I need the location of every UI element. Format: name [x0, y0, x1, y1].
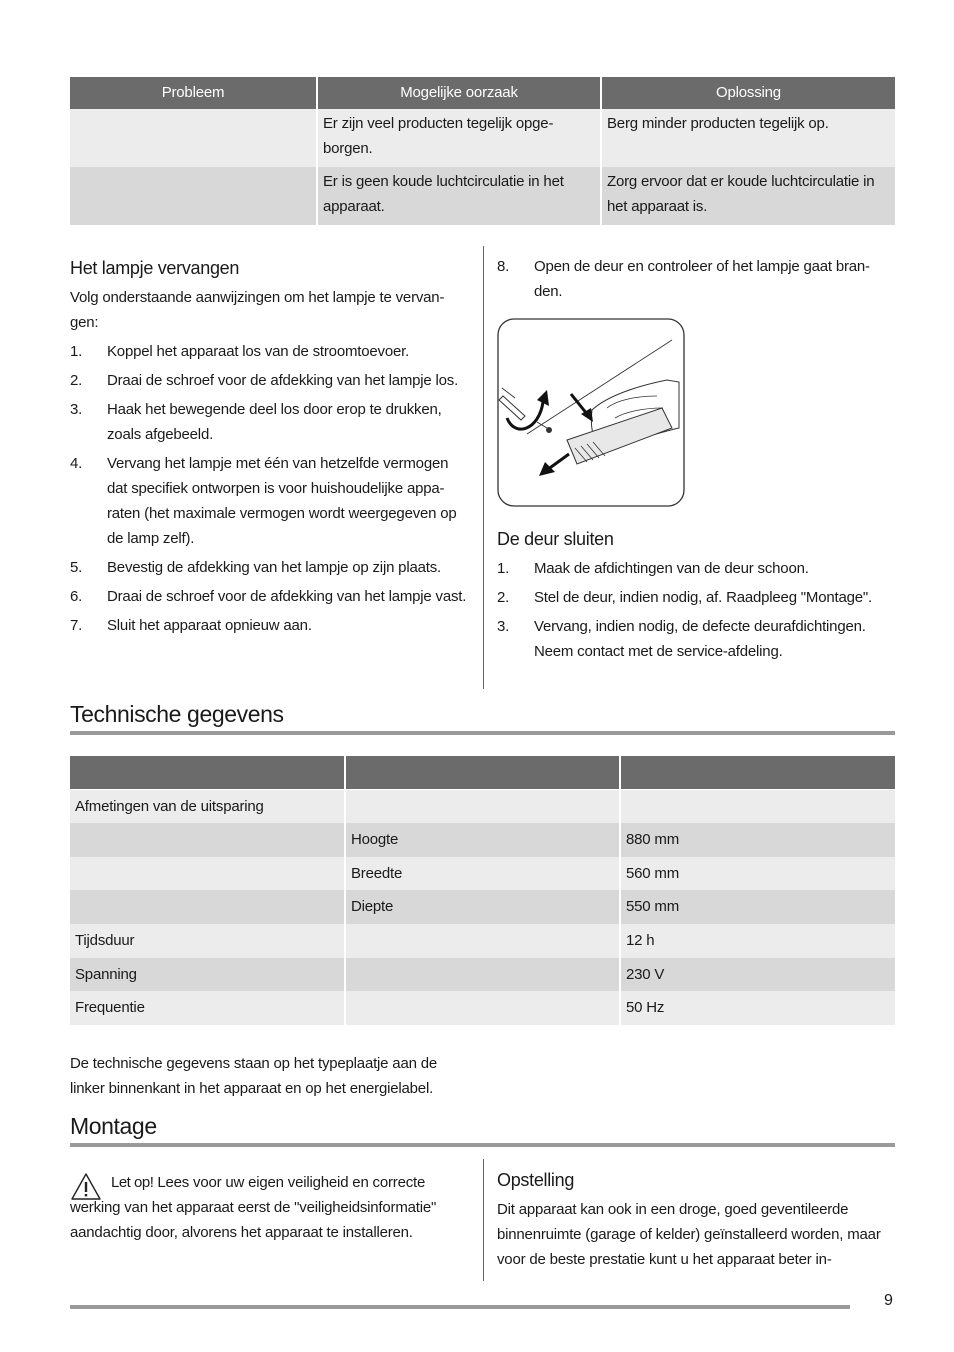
warning-label: Let op! [111, 1174, 154, 1191]
tech-cell: 550 mm [621, 890, 895, 924]
problem-table-header [70, 77, 895, 109]
header-probleem: Probleem [70, 77, 316, 109]
table-row [70, 991, 895, 1025]
list-item: 2. Draai de schroef voor de afdekking van het lampje los. [70, 372, 459, 389]
table-row [70, 109, 895, 167]
lamp-intro: Volg onderstaande aanwijzingen om het lampje te vervan-gen: [70, 289, 445, 331]
column-divider [483, 246, 484, 689]
tech-cell: Frequentie [70, 991, 344, 1025]
list-item: 8. Open de deur en controleer of het lampje gaat bran-den. [497, 258, 870, 300]
tech-header-cell [70, 756, 344, 789]
tech-cell [346, 790, 619, 824]
header-oorzaak: Mogelijke oorzaak [318, 77, 600, 109]
list-item: 4. Vervang het lampje met één van hetzelfde vermogen dat specifiek ontworpen is voor huishoudelijke appa-raten (het maximale vermogen wordt weergegeven op de lamp zelf). [70, 455, 457, 547]
tech-cell [70, 890, 344, 924]
cell-oorzaak: Er is geen koude luchtcirculatie in het apparaat. [318, 167, 600, 225]
table-row [70, 890, 895, 924]
tech-cell: Diepte [346, 890, 619, 924]
table-row [70, 823, 895, 857]
section-rule [70, 1143, 895, 1147]
tech-cell: 50 Hz [621, 991, 895, 1025]
header-oplossing: Oplossing [602, 77, 895, 109]
problem-table [70, 77, 895, 225]
opstelling-text: Dit apparaat kan ook in een droge, goed geventileerde binnenruimte (garage of kelder) geïnstalleerd worden, maar voor de beste prestatie kunt u het apparaat beter in- [497, 1201, 881, 1268]
tech-cell [70, 823, 344, 857]
right-column [497, 254, 892, 308]
footer-rule [70, 1305, 850, 1309]
tech-table-header [70, 756, 895, 790]
door-section [497, 527, 897, 668]
tech-cell [346, 991, 619, 1025]
tech-cell [346, 924, 619, 958]
tech-cell: Tijdsduur [70, 924, 344, 958]
opstelling-title: Opstelling [497, 1170, 575, 1190]
cell-oplossing: Zorg ervoor dat er koude luchtcirculatie in het apparaat is. [602, 167, 895, 225]
tech-cell [70, 857, 344, 891]
tech-cell: Hoogte [346, 823, 619, 857]
list-item: 1. Koppel het apparaat los van de stroomtoevoer. [70, 343, 410, 360]
list-item: 2. Stel de deur, indien nodig, af. Raadpleeg "Montage". [497, 589, 872, 606]
page-number: 9 [884, 1292, 893, 1309]
cell-oplossing: Berg minder producten tegelijk op. [602, 109, 895, 167]
table-row [70, 167, 895, 225]
tech-header-cell [621, 756, 895, 789]
list-item: 1. Maak de afdichtingen van de deur schoon. [497, 560, 809, 577]
tech-title: Technische gegevens [70, 701, 284, 727]
lamp-replacement-illustration [497, 318, 685, 507]
column-divider [483, 1159, 484, 1281]
tech-cell: Afmetingen van de uitsparing [70, 790, 344, 824]
tech-table [70, 756, 895, 1025]
list-item: 5. Bevestig de afdekking van het lampje op zijn plaats. [70, 559, 441, 576]
tech-header-cell [346, 756, 619, 789]
table-row [70, 924, 895, 958]
door-title: De deur sluiten [497, 529, 614, 549]
tech-cell: Spanning [70, 958, 344, 992]
tech-note: De technische gegevens staan op het typeplaatje aan de linker binnenkant in het apparaat en op het energielabel. [70, 1055, 437, 1097]
table-row [70, 857, 895, 891]
lamp-section [70, 256, 470, 642]
montage-title: Montage [70, 1113, 157, 1139]
tech-cell: 230 V [621, 958, 895, 992]
door-steps [497, 556, 897, 664]
list-item: 7. Sluit het apparaat opnieuw aan. [70, 617, 312, 634]
cell-probleem [70, 167, 316, 225]
list-item: 6. Draai de schroef voor de afdekking van het lampje vast. [70, 588, 467, 605]
warning-block [70, 1170, 460, 1245]
lamp-step-8 [497, 254, 892, 304]
cell-oorzaak: Er zijn veel producten tegelijk opge-borgen. [318, 109, 600, 167]
warning-text: Lees voor uw eigen veiligheid en correcte werking van het apparaat eerst de "veiligheidsinformatie" aandachtig door, alvorens het apparaat te installeren. [70, 1174, 437, 1241]
tech-cell [621, 790, 895, 824]
tech-cell: Breedte [346, 857, 619, 891]
lamp-title: Het lampje vervangen [70, 258, 240, 278]
tech-cell: 560 mm [621, 857, 895, 891]
tech-cell: 12 h [621, 924, 895, 958]
table-row [70, 958, 895, 992]
tech-cell: 880 mm [621, 823, 895, 857]
section-rule [70, 731, 895, 735]
list-item: 3. Vervang, indien nodig, de defecte deurafdichtingen. Neem contact met de service-afdeling. [497, 618, 866, 660]
table-row [70, 790, 895, 824]
opstelling-section [497, 1168, 897, 1272]
tech-cell [346, 958, 619, 992]
list-item: 3. Haak het bewegende deel los door erop te drukken, zoals afgebeeld. [70, 401, 442, 443]
lamp-steps [70, 339, 470, 638]
cell-probleem [70, 109, 316, 167]
